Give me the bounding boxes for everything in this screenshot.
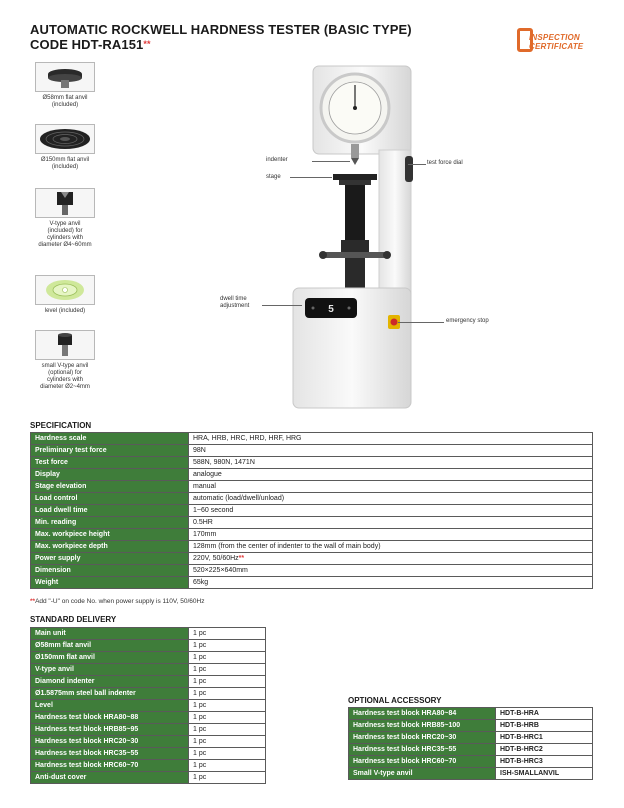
option-code: ISH-SMALLANVIL: [496, 768, 593, 780]
accessory-caption: level (included): [44, 308, 86, 314]
table-row: [31, 724, 266, 736]
accessory-level: [30, 275, 100, 315]
option-code: HDT-B-HRC1: [496, 732, 593, 744]
option-code: HDT-B-HRC2: [496, 744, 593, 756]
table-row: [349, 756, 593, 768]
spec-value: 220V, 50/60Hz**: [189, 553, 593, 565]
delivery-item: Ø58mm flat anvil: [31, 640, 189, 652]
page-title: [30, 22, 412, 52]
table-row: [349, 732, 593, 744]
table-row: [349, 708, 593, 720]
v-type-anvil-image: [35, 188, 95, 218]
note-mark: **: [30, 598, 36, 605]
accessory-caption: V-type anvil (included) for cylinders with diameter Ø4~60mm: [38, 221, 92, 248]
spec-value: 1~60 second: [189, 505, 593, 517]
spec-key: Dimension: [31, 565, 189, 577]
delivery-item: Hardness test block HRA80~88: [31, 712, 189, 724]
title-mark: **: [143, 39, 151, 49]
delivery-qty: 1 pc: [189, 736, 266, 748]
spec-value: 98N: [189, 445, 593, 457]
table-row: [31, 652, 266, 664]
level-image: [35, 275, 95, 305]
accessory-v-type-anvil: [30, 188, 100, 249]
delivery-item: Anti-dust cover: [31, 772, 189, 784]
callout-dwell-time: dwell time adjustment: [220, 296, 250, 309]
optional-accessory-table: [348, 707, 593, 780]
spec-key: Min. reading: [31, 517, 189, 529]
option-item: Hardness test block HRA80~84: [349, 708, 496, 720]
spec-key: Power supply: [31, 553, 189, 565]
spec-key: Test force: [31, 457, 189, 469]
logo-line-2: CERTIFICATE: [529, 42, 584, 51]
table-row: [31, 628, 266, 640]
spec-key: Hardness scale: [31, 433, 189, 445]
delivery-item: Hardness test block HRB85~95: [31, 724, 189, 736]
logo-line-1: INSPECTION: [529, 33, 580, 42]
table-row: [31, 445, 593, 457]
note-text: Add "-U" on code No. when power supply is 110V, 50/60Hz: [35, 598, 205, 605]
delivery-qty: 1 pc: [189, 724, 266, 736]
optional-accessory-heading: OPTIONAL ACCESSORY: [348, 696, 442, 705]
delivery-qty: 1 pc: [189, 700, 266, 712]
table-row: [349, 768, 593, 780]
accessory-150mm-anvil: [30, 124, 100, 171]
spec-key: Load dwell time: [31, 505, 189, 517]
spec-value: 588N, 980N, 1471N: [189, 457, 593, 469]
product-code: CODE HDT-RA151: [30, 37, 144, 52]
spec-key: Max. workpiece height: [31, 529, 189, 541]
delivery-item: Hardness test block HRC60~70: [31, 760, 189, 772]
table-row: [31, 493, 593, 505]
delivery-item: Ø1.5875mm steel ball indenter: [31, 688, 189, 700]
table-row: [31, 640, 266, 652]
spec-key: Max. workpiece depth: [31, 541, 189, 553]
accessory-caption: Ø150mm flat anvil (included): [40, 157, 90, 170]
delivery-item: Hardness test block HRC20~30: [31, 736, 189, 748]
hardness-tester-image: [275, 60, 430, 410]
table-row: [349, 744, 593, 756]
flat-anvil-small-image: [35, 62, 95, 92]
title-line-1: AUTOMATIC ROCKWELL HARDNESS TESTER (BASIC TYPE): [30, 22, 412, 37]
spec-value: automatic (load/dwell/unload): [189, 493, 593, 505]
delivery-item: Diamond indenter: [31, 676, 189, 688]
spec-value: analogue: [189, 469, 593, 481]
table-row: [31, 481, 593, 493]
spec-key: Weight: [31, 577, 189, 589]
delivery-qty: 1 pc: [189, 712, 266, 724]
spec-key: Load control: [31, 493, 189, 505]
accessory-58mm-anvil: [30, 62, 100, 109]
spec-value: 170mm: [189, 529, 593, 541]
table-row: [31, 529, 593, 541]
delivery-qty: 1 pc: [189, 628, 266, 640]
table-row: [31, 772, 266, 784]
delivery-item: Level: [31, 700, 189, 712]
power-supply-note: [30, 598, 204, 605]
accessory-caption: small V-type anvil (optional) for cylinders with diameter Ø2~4mm: [40, 363, 90, 390]
table-row: [31, 541, 593, 553]
delivery-qty: 1 pc: [189, 772, 266, 784]
callout-emergency-stop: emergency stop: [446, 318, 489, 324]
spec-value: HRA, HRB, HRC, HRD, HRF, HRG: [189, 433, 593, 445]
delivery-item: Hardness test block HRC35~55: [31, 748, 189, 760]
delivery-qty: 1 pc: [189, 676, 266, 688]
delivery-qty: 1 pc: [189, 652, 266, 664]
callout-line: [290, 177, 332, 178]
spec-key: Preliminary test force: [31, 445, 189, 457]
option-item: Hardness test block HRC35~55: [349, 744, 496, 756]
table-row: [31, 577, 593, 589]
table-row: [31, 700, 266, 712]
table-row: [31, 517, 593, 529]
title-line-2: [30, 37, 412, 52]
flat-anvil-large-image: [35, 124, 95, 154]
callout-line: [312, 161, 350, 162]
spec-value: 520×225×640mm: [189, 565, 593, 577]
spec-value: 128mm (from the center of indenter to the wall of main body): [189, 541, 593, 553]
option-code: HDT-B-HRC3: [496, 756, 593, 768]
table-row: [349, 720, 593, 732]
accessory-small-v-type-anvil: [30, 330, 100, 391]
standard-delivery-table: [30, 627, 266, 784]
option-item: Hardness test block HRC20~30: [349, 732, 496, 744]
delivery-qty: 1 pc: [189, 664, 266, 676]
table-row: [31, 433, 593, 445]
delivery-qty: 1 pc: [189, 748, 266, 760]
option-item: Hardness test block HRC60~70: [349, 756, 496, 768]
callout-line: [398, 322, 444, 323]
option-item: Hardness test block HRB85~100: [349, 720, 496, 732]
table-row: [31, 553, 593, 565]
small-v-anvil-image: [35, 330, 95, 360]
delivery-item: Ø150mm flat anvil: [31, 652, 189, 664]
table-row: [31, 469, 593, 481]
spec-value: 65kg: [189, 577, 593, 589]
table-row: [31, 565, 593, 577]
delivery-item: Main unit: [31, 628, 189, 640]
table-row: [31, 664, 266, 676]
dwell-display-value: 5: [328, 304, 334, 315]
table-row: [31, 457, 593, 469]
power-supply-mark: **: [238, 554, 245, 562]
spec-key: Stage elevation: [31, 481, 189, 493]
table-row: [31, 676, 266, 688]
standard-delivery-heading: STANDARD DELIVERY: [30, 615, 117, 624]
table-row: [31, 748, 266, 760]
table-row: [31, 760, 266, 772]
option-code: HDT-B-HRA: [496, 708, 593, 720]
delivery-item: V-type anvil: [31, 664, 189, 676]
specification-table: [30, 432, 593, 589]
table-row: [31, 712, 266, 724]
option-code: HDT-B-HRB: [496, 720, 593, 732]
delivery-qty: 1 pc: [189, 688, 266, 700]
table-row: [31, 736, 266, 748]
spec-key: Display: [31, 469, 189, 481]
spec-value: manual: [189, 481, 593, 493]
accessory-caption: Ø58mm flat anvil (included): [42, 95, 88, 108]
table-row: [31, 505, 593, 517]
callout-line: [408, 164, 426, 165]
callout-line: [262, 305, 302, 306]
callout-stage: stage: [266, 174, 281, 180]
spec-value: 0.5HR: [189, 517, 593, 529]
table-row: [31, 688, 266, 700]
callout-test-force-dial: test force dial: [427, 160, 463, 166]
inspection-certificate-logo: [517, 26, 597, 56]
delivery-qty: 1 pc: [189, 760, 266, 772]
delivery-qty: 1 pc: [189, 640, 266, 652]
option-item: Small V-type anvil: [349, 768, 496, 780]
callout-indenter: indenter: [266, 157, 288, 163]
specification-heading: SPECIFICATION: [30, 421, 92, 430]
